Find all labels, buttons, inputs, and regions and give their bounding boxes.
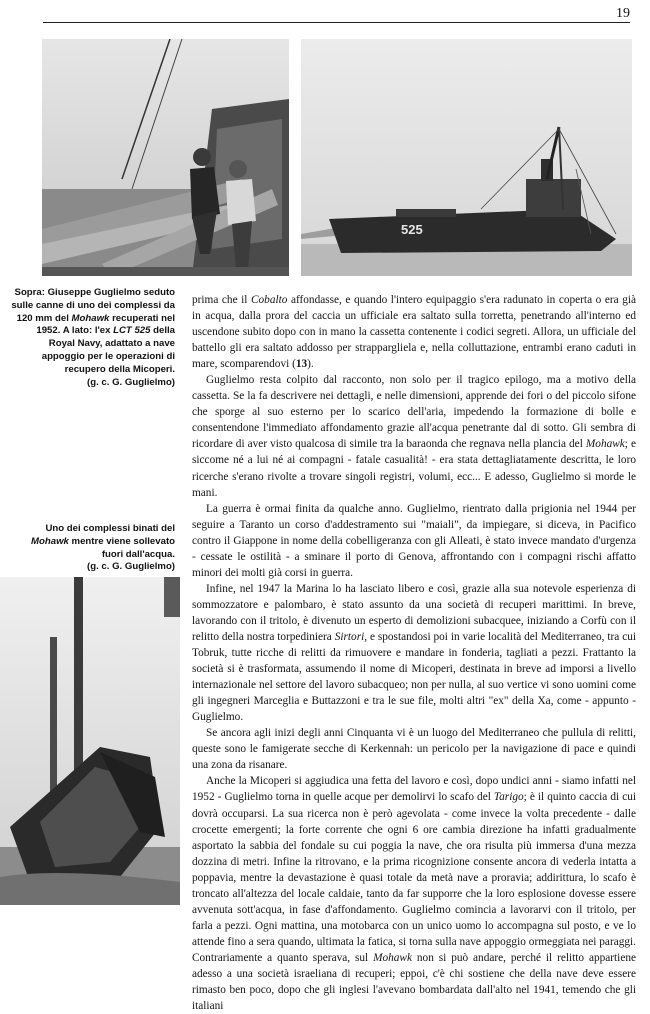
text-run: non si può andare, perché il relitto appartiene adesso a una società israeliana di recuperi; eppoi, c'è chi sostiene che della nave deve essere rimasto ben poco, dopo che gli inglesi l'avevano bombardata dall'alto nel 1941, temendo che gli italiani (192, 951, 637, 1013)
article-paragraph (192, 581, 636, 725)
text-run: Infine, nel 1947 la Marina lo ha lasciato libero e così, grazie alla sua notevole esperienza di sommozzatore e palombaro, è stato assunto da una società di recuperi marittimi. In breve, lavorando con il tritolo, è divenuto un esperto di demolizioni subacquee, iniziando a Corfù con il relitto della nostra torpediniera (192, 582, 636, 643)
text-run: mentre viene sollevato fuori dall'acqua. (68, 535, 175, 560)
text-run: ; e siccome né a lui né ai compagni - fatale casualità! - era stata dettagliatamente descritta, le loro ricerche s'erano rivolte a trovare singoli registri, volumi, ecc... E adesso, Guglielmo si morde le mani. (192, 438, 636, 499)
article-paragraph (192, 773, 636, 1014)
italic-text: Mohawk (31, 535, 69, 547)
text-run: Anche la Micoperi si aggiudica una fetta del lavoro e così, dopo undici anni - siamo infatti nel 1952 - Guglielmo torna in quelle acque per demolirvi lo scafo del (192, 775, 636, 804)
italic-text: Cobalto (250, 294, 288, 306)
caption-text (10, 287, 175, 377)
photo-caption-bottom (10, 523, 175, 574)
ship-hull-marking: 525 (401, 222, 423, 237)
text-run: , e spostandosi poi in varie località del Mediterraneo, tra cui Tobruk, tutte ricche di relitti da rimuovere e mandare in fonderia, tagliati a pezzi. Frattanto la società si è trasformata, assumendo il nome di Micoperi, destinata in breve ad imporsi a livello internazionale nel settore del lavoro subacqueo; non per nulla, al suo vertice vi sono uomini come gli ingegneri Marceglia e Buttazzoni e tra le sue file, molti altri "ex" della Xa, come - appunto - Guglielmo. (192, 630, 636, 724)
text-run: recuperati nel 1952. A lato: l'ex (36, 312, 175, 337)
italic-text: Tarigo (493, 791, 524, 804)
italic-text: Mohawk (71, 312, 110, 324)
text-run: Uno dei complessi binati del (45, 523, 175, 534)
bold-text: 13 (295, 358, 308, 371)
text-run: La guerra è ormai finita da qualche anno. Guglielmo, rientrato dalla prigionia nel 1944 per seguire a Taranto un corso d'addestramento sui "maiali", da impiegare, si diceva, in Pacifico contro il Giappone in nome della cobelligeranza con gli Alleati, è stato invece mandato d'urgenza - cessate le ostilità - a sminare il porto di Genova, affrontando con i compagni rischi affatto minori dei molti già corsi in guerra. (192, 502, 636, 579)
text-run: ). (307, 358, 314, 371)
photo-caption-top (10, 287, 175, 389)
text-run: Guglielmo resta colpito dal racconto, non solo per il tragico epilogo, ma a motivo della cassetta. Se la fa descrivere nei dettagli, e nelle dimensioni, apprende dei fori o del piccolo sifone che sporge al suo esterno per lo scarico dell'aria, impedendo la formazione di bolle e consentendone l'immediato affondamento grazie all'acqua penetrante dal di sotto. Gli sembra di ricordare di aver visto qualcosa di simile tra la baraonda che regnava nella plancia del (192, 374, 636, 451)
italic-text: Mohawk (585, 438, 625, 451)
photo-lct-525-ship (301, 39, 632, 276)
text-run: della Royal Navy, adattato a nave appoggio per le operazioni di recupero della Micoperi. (41, 325, 175, 375)
text-run: Se ancora agli inizi degli anni Cinquanta vi è un luogo del Mediterraneo che pullula di relitti, queste sono le famigerate secche di Kerkennah: un pericolo per la navigazione di pace e quindi una zona da risanare. (192, 727, 636, 772)
article-paragraph (192, 292, 636, 372)
article-paragraph (192, 501, 636, 581)
caption-text (10, 523, 175, 561)
photo-gun-turret-lifted (0, 577, 180, 905)
text-run: prima che il (192, 294, 251, 306)
italic-text: LCT 525 (113, 325, 151, 337)
text-run: Sopra: Giuseppe Guglielmo seduto sulle canne di uno dei complessi da 120 mm del (11, 287, 175, 324)
caption-credit: (g. c. G. Guglielmo) (87, 376, 175, 388)
article-body (192, 292, 636, 1014)
article-paragraph (192, 372, 636, 500)
header-rule (43, 22, 630, 23)
article-paragraph (192, 725, 636, 773)
photo-men-on-gun-barrels (42, 39, 289, 276)
text-run: affondasse, e quando l'intero equipaggio s'era radunato in coperta o era già in acqua, dalla prora del caccia un ufficiale era saltato sulla torretta, penetrando all'interno ed uscendone subito dopo con in mano la cassetta contenente i codici segreti. Allora, un ufficiale del battello gli era saltato addosso per strappargliela e, nella colluttazione, entrambi erano caduti in mare, scomparendovi ( (192, 294, 636, 371)
page-number: 19 (616, 6, 630, 21)
caption-credit: (g. c. G. Guglielmo) (87, 561, 175, 573)
text-run: ; è il quinto caccia di cui dovrà occuparsi. La sua ricerca non è però agevolata - come invece la volta precedente - dalle crocette emergenti; la forte corrente che ogni 6 ore cambia direzione ha infatti gradualmente asportato la sabbia del fondale su cui poggia la nave, che ora risulta più immersa d'una mezza dozzina di metri. Infine la ritrovano, e la prima ricognizione consente ancora di vederla intatta a poppavia, mentre la devastazione è quasi totale da metà nave a proravia; addirittura, lo scafo è troncato all'altezza del locale caldaie, tanto da far supporre che la loro esplosione dovesse essere avvenuta sott'acqua, in fase d'affondamento. Guglielmo comincia a lavorarvi con il tritolo, per farla a pezzi. Ogni mattina, una motobarca con un unico uomo lo accompagna sul posto, e ve lo attende fino a sera quando, ultimata la fatica, si torna sulla nave appoggio ormeggiata nei paraggi. Contrariamente a quanto sperava, sul (192, 791, 636, 964)
italic-text: Sirtori (334, 630, 365, 643)
italic-text: Mohawk (373, 951, 412, 964)
